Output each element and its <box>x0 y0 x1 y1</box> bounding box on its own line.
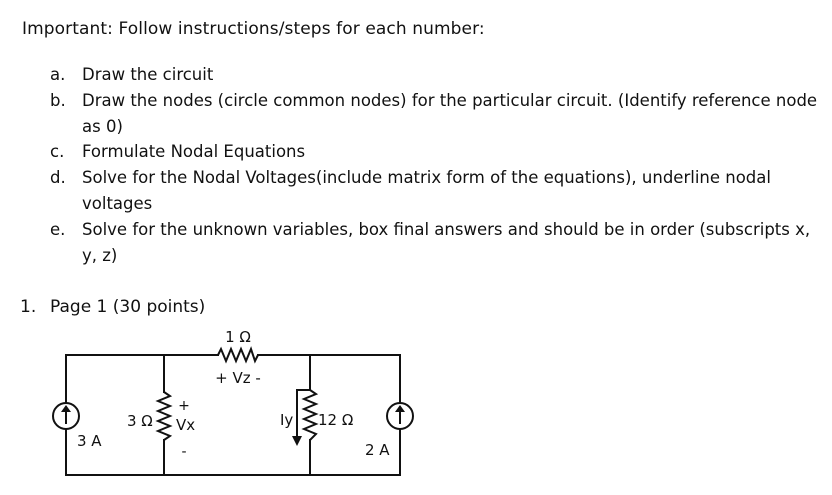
step-b <box>50 88 820 140</box>
resistor-1ohm <box>218 349 258 361</box>
step-letter: d. <box>50 168 66 188</box>
step-letter: a. <box>50 65 66 84</box>
circuit-diagram <box>0 320 832 495</box>
problem-title <box>20 297 205 317</box>
step-a <box>50 62 820 88</box>
current-iy-arrow-icon <box>292 390 302 446</box>
vx-label: Vx <box>176 416 196 434</box>
vx-plus-label: + <box>178 398 190 414</box>
step-text: Draw the circuit <box>82 65 214 84</box>
resistor-3ohm-label: 3 Ω <box>127 412 153 430</box>
current-source-3a-icon <box>53 403 79 429</box>
source-2a-label: 2 A <box>365 441 390 459</box>
step-letter: b. <box>50 90 66 110</box>
step-letter: c. <box>50 142 65 162</box>
step-letter: e. <box>50 219 66 239</box>
step-text: Draw the nodes (circle common nodes) for the particular circuit. (Identify reference node as 0) <box>82 90 818 136</box>
instructions-heading: Important: Follow instructions/steps for each number: <box>22 19 485 39</box>
resistor-1ohm-label: 1 Ω <box>225 328 251 346</box>
resistor-3ohm <box>158 392 170 440</box>
resistor-12ohm-label: 12 Ω <box>318 411 354 429</box>
step-text: Solve for the Nodal Voltages(include matrix form of the equations), underline nodal voltages <box>82 168 771 213</box>
step-text: Formulate Nodal Equations <box>82 142 306 162</box>
current-source-2a-icon <box>387 403 413 429</box>
steps-list <box>50 62 820 268</box>
source-3a-label: 3 A <box>77 432 102 450</box>
resistor-12ohm <box>304 390 316 440</box>
problem-number: 1. <box>20 297 37 317</box>
step-c <box>50 139 820 165</box>
step-text: Solve for the unknown variables, box final answers and should be in order (subscripts x, y, z) <box>82 219 811 265</box>
iy-label: Iy <box>280 411 294 429</box>
step-d <box>50 165 820 217</box>
step-e <box>50 217 820 269</box>
vz-label: + Vz - <box>215 369 261 387</box>
problem-title-text: Page 1 (30 points) <box>50 297 206 317</box>
vx-minus-label: - <box>181 444 187 460</box>
